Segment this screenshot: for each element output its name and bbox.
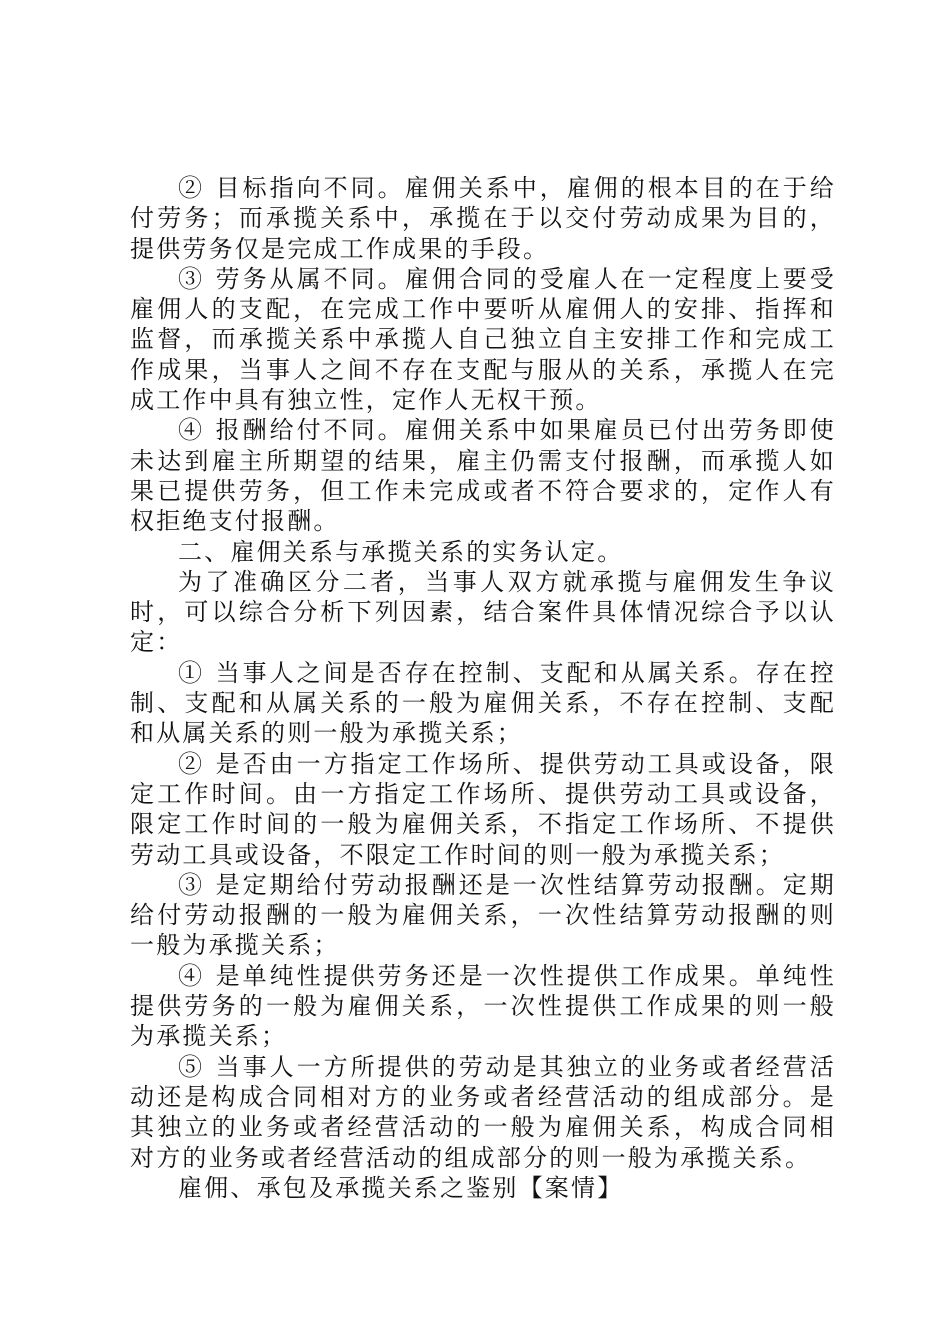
paragraph-factor-control: ① 当事人之间是否存在控制、支配和从属关系。存在控制、支配和从属关系的一般为雇佣关系，不存在控制、支配和从属关系的则一般为承揽关系； [130,658,836,748]
paragraph-goal-difference: ② 目标指向不同。雇佣关系中，雇佣的根本目的在于给付劳务；而承揽关系中，承揽在于以交付劳动成果为目的，提供劳务仅是完成工作成果的手段。 [130,174,836,263]
paragraph-factor-remuneration: ③ 是定期给付劳动报酬还是一次性结算劳动报酬。定期给付劳动报酬的一般为雇佣关系，一次性结算劳动报酬的则一般为承揽关系； [130,870,836,960]
paragraph-subordination-difference: ③ 劳务从属不同。雇佣合同的受雇人在一定程度上要受雇佣人的支配，在完成工作中要听从雇佣人的安排、指挥和监督，而承揽关系中承揽人自己独立自主安排工作和完成工作成果，当事人之间不存在支配与服从的关系，承揽人在完成工作中具有独立性，定作人无权干预。 [130,264,836,415]
paragraph-factor-business-activity: ⑤ 当事人一方所提供的劳动是其独立的业务或者经营活动还是构成合同相对方的业务或者经营活动的组成部分。是其独立的业务或者经营活动的一般为雇佣关系，构成合同相对方的业务或者经营活动的组成部分的则一般为承揽关系。 [130,1052,836,1172]
paragraph-case-title: 雇佣、承包及承揽关系之鉴别【案情】 [178,1173,624,1202]
paragraph-intro-factors: 为了准确区分二者，当事人双方就承揽与雇佣发生争议时，可以综合分析下列因素，结合案件具体情况综合予以认定： [130,567,836,657]
paragraph-factor-workplace: ② 是否由一方指定工作场所、提供劳动工具或设备，限定工作时间。由一方指定工作场所、提供劳动工具或设备，限定工作时间的一般为雇佣关系，不指定工作场所、不提供劳动工具或设备，不限定工作时间的则一般为承揽关系； [130,749,836,869]
section-heading-practical-determination: 二、雇佣关系与承揽关系的实务认定。 [178,537,624,566]
paragraph-factor-labor-or-result: ④ 是单纯性提供劳务还是一次性提供工作成果。单纯性提供劳务的一般为雇佣关系，一次性提供工作成果的则一般为承揽关系； [130,961,836,1051]
body-text [130,173,836,1203]
paragraph-payment-difference: ④ 报酬给付不同。雇佣关系中如果雇员已付出劳务即使未达到雇主所期望的结果，雇主仍需支付报酬，而承揽人如果已提供劳务，但工作未完成或者不符合要求的，定作人有权拒绝支付报酬。 [130,416,836,536]
